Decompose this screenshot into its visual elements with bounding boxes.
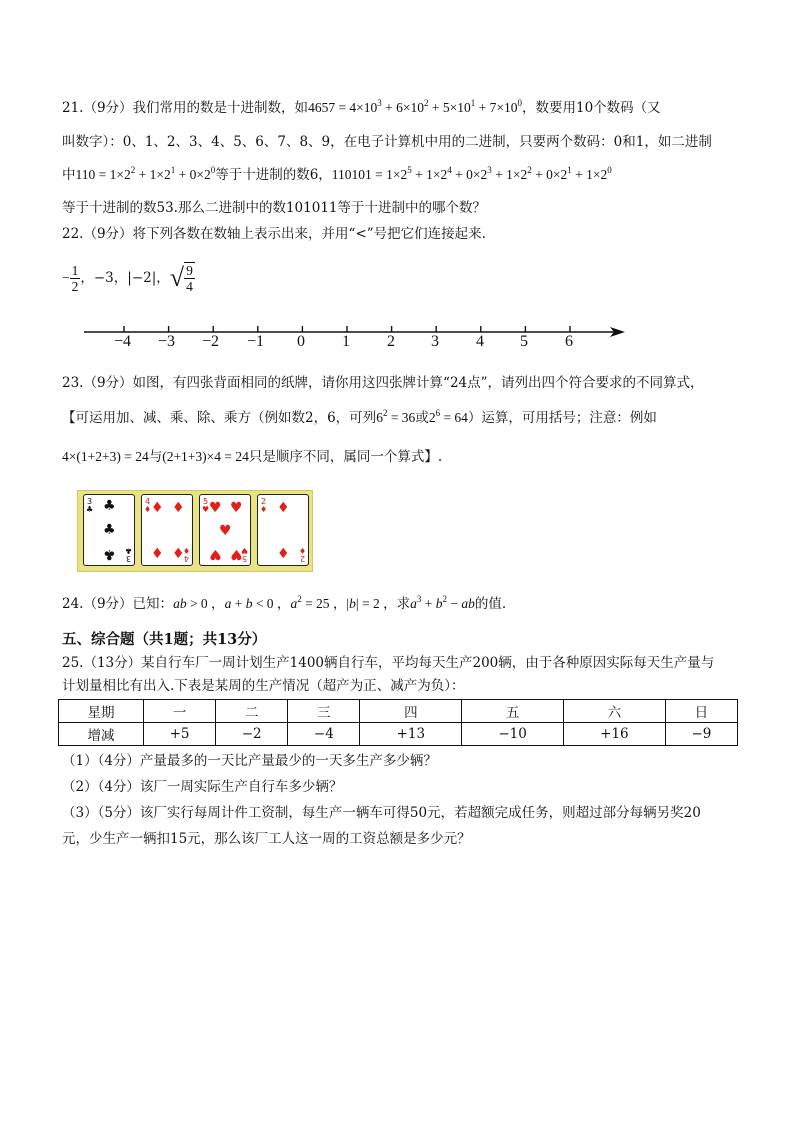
q21-text-c: 中: [62, 167, 76, 183]
tick-label: 2: [387, 333, 395, 350]
q25-sub3-line2: 元，少生产一辆扣15元，那么该厂工人这一周的工资总额是多少元？: [62, 831, 471, 847]
q21-text-b: ，数要用10个数码（又: [522, 100, 661, 116]
table-cell: 一: [144, 700, 216, 723]
q23-text-e: 只是顺序不同，属同一个算式】.: [248, 449, 443, 465]
q23-formula-2: (2+1+3)×4 = 24: [162, 449, 249, 464]
card-3-clubs: [83, 494, 135, 566]
tick-label: 3: [431, 333, 439, 350]
q25-sub2: （2）（4分）该厂一周实际生产自行车多少辆？: [62, 779, 343, 795]
production-table: [58, 699, 738, 746]
card-rank: 3 ♣: [86, 497, 94, 514]
card-4-diamonds: [141, 494, 193, 566]
q25-sub3-line1: （3）（5分）该厂实行每周计件工资制，每生产一辆车可得50元，若超额完成任务，则超过部分每辆另奖20: [62, 805, 701, 821]
diamond-icon: ♦: [277, 546, 290, 562]
card-rank: 5 ♥: [202, 497, 210, 514]
q22-numbers: [62, 258, 195, 298]
q23-text-d: 与: [148, 449, 163, 465]
table-cell: +13: [360, 723, 462, 746]
table-cell: −10: [462, 723, 564, 746]
table-cell: +16: [564, 723, 666, 746]
club-icon: ♣: [103, 546, 116, 562]
table-row: [59, 700, 738, 723]
q22-line1: 22.（9分）将下列各数在数轴上表示出来，并用“<”号把它们连接起来.: [62, 226, 486, 242]
table-cell: 星期: [59, 700, 144, 723]
heart-icon: ♥: [230, 500, 243, 516]
q21-line2: 叫数字）：0、1、2、3、4、5、6、7、8、9，在电子计算机中用的二进制，只要两个数码：0和1，如二进制: [62, 134, 712, 150]
club-icon: ♣: [103, 522, 116, 538]
table-cell: 二: [216, 700, 288, 723]
q23-example-2: $2^6 = 64$: [428, 408, 468, 425]
tick-label: 4: [476, 333, 484, 350]
tick-label: 6: [565, 333, 573, 350]
club-icon: ♣: [103, 498, 116, 514]
q24-suffix: 的值.: [474, 596, 507, 612]
q24-conditions: ab > 0 ，a + b < 0 ，$a^2 = 25$ ，|b| = 2 ，求$a^3 + b^2$ − ab: [173, 594, 475, 611]
table-cell: 四: [360, 700, 462, 723]
diamond-icon: ♦: [151, 546, 164, 562]
card-rank: 4 ♦: [144, 497, 152, 514]
table-row: [59, 723, 738, 746]
q23-text-b: 或: [415, 410, 429, 426]
q21-formula-4657: $4657 = 4\times 10^3 + 6\times 10^2 + 5\times 10^1 + 7\times 10^0$: [308, 98, 522, 115]
q21-line3: [62, 166, 612, 184]
card-rank-bottom: 3 ♣: [124, 546, 132, 563]
q23-text-c: ）运算，可用括号；注意：例如: [467, 410, 657, 426]
q21-formula-110: $110 = 1\times 2^2 + 1\times 2^1 + 0\times 2^0$: [75, 165, 216, 182]
minus-sign: −: [62, 270, 70, 285]
q23-text-a: 【可运用加、减、乘、除、乘方（例如数2，6，可列: [62, 410, 377, 426]
q21-text-d: 等于十进制的数6，: [215, 167, 332, 183]
q23-example-1: $6^2 = 36$: [376, 408, 416, 425]
diamond-icon: ♦: [151, 500, 164, 516]
tick-label: 5: [520, 333, 528, 350]
table-cell: 六: [564, 700, 666, 723]
q21-line1: [62, 99, 661, 117]
card-5-hearts: [199, 494, 251, 566]
card-rank-bottom: 5 ♥: [240, 546, 248, 563]
table-cell: 增减: [59, 723, 144, 746]
q24-prefix: 24.（9分）已知：: [62, 596, 174, 612]
card-rank: 2 ♦: [260, 497, 268, 514]
card-rank-bottom: 4 ♦: [182, 546, 190, 563]
q23-formula-1: 4×(1+2+3) = 24: [62, 449, 149, 464]
q23-line3: [62, 448, 442, 466]
tick-label: 1: [342, 333, 350, 350]
heart-icon: ♥: [230, 546, 243, 562]
fraction-one-half: $\frac{1}{2}$: [71, 262, 79, 294]
card-rank-bottom: 2 ♦: [298, 546, 306, 563]
table-cell: −9: [665, 723, 737, 746]
q22-numbers-sep: ，−3，|−2|，: [80, 270, 170, 286]
q23-line2: [62, 409, 657, 427]
q25-line1: 25.（13分）某自行车厂一周计划生产1400辆自行车，平均每天生产200辆，由于各种原因实际每天生产量与: [62, 655, 715, 671]
q25-line2: 计划量相比有出入.下表是某周的生产情况（超产为正、减产为负）：: [62, 678, 465, 694]
table-cell: −4: [288, 723, 360, 746]
tick-label: −3: [158, 333, 176, 350]
heart-icon: ♥: [219, 523, 232, 539]
tick-label: −1: [247, 333, 265, 350]
table-cell: 三: [288, 700, 360, 723]
heart-icon: ♥: [209, 546, 222, 562]
q23-line1: 23.（9分）如图，有四张背面相同的纸牌，请你用这四张牌计算“24点”，请列出四个符合要求的不同算式，: [62, 375, 704, 391]
heart-icon: ♥: [209, 500, 222, 516]
section-title: 五、综合题（共1题；共13分）: [62, 631, 267, 648]
q21-formula-110101: $110101 = 1\times 2^5 + 1\times 2^4 + 0\times 2^3 + 1\times 2^2 + 0\times 2^1 + 1\times 2^0$: [331, 165, 612, 182]
diamond-icon: ♦: [277, 500, 290, 516]
table-cell: 五: [462, 700, 564, 723]
q21-text-a: 21.（9分）我们常用的数是十进制数，如: [62, 100, 309, 116]
tick-label: −2: [202, 333, 220, 350]
table-cell: 日: [665, 700, 737, 723]
table-cell: −2: [216, 723, 288, 746]
diamond-icon: ♦: [172, 500, 185, 516]
card-2-diamonds: [257, 494, 309, 566]
q25-sub1: （1）（4分）产量最多的一天比产量最少的一天多生产多少辆？: [62, 753, 437, 769]
q21-line4: 等于十进制的数53.那么二进制中的数101011等于十进制中的哪个数？: [62, 200, 487, 216]
q24-line: [62, 595, 506, 613]
sqrt-nine-fourths: √ $\frac{9}{4}$: [169, 263, 193, 294]
diamond-icon: ♦: [172, 546, 185, 562]
number-line-labels: [80, 333, 630, 353]
tick-label: 0: [297, 333, 305, 350]
table-cell: +5: [144, 723, 216, 746]
tick-label: −4: [114, 333, 132, 350]
